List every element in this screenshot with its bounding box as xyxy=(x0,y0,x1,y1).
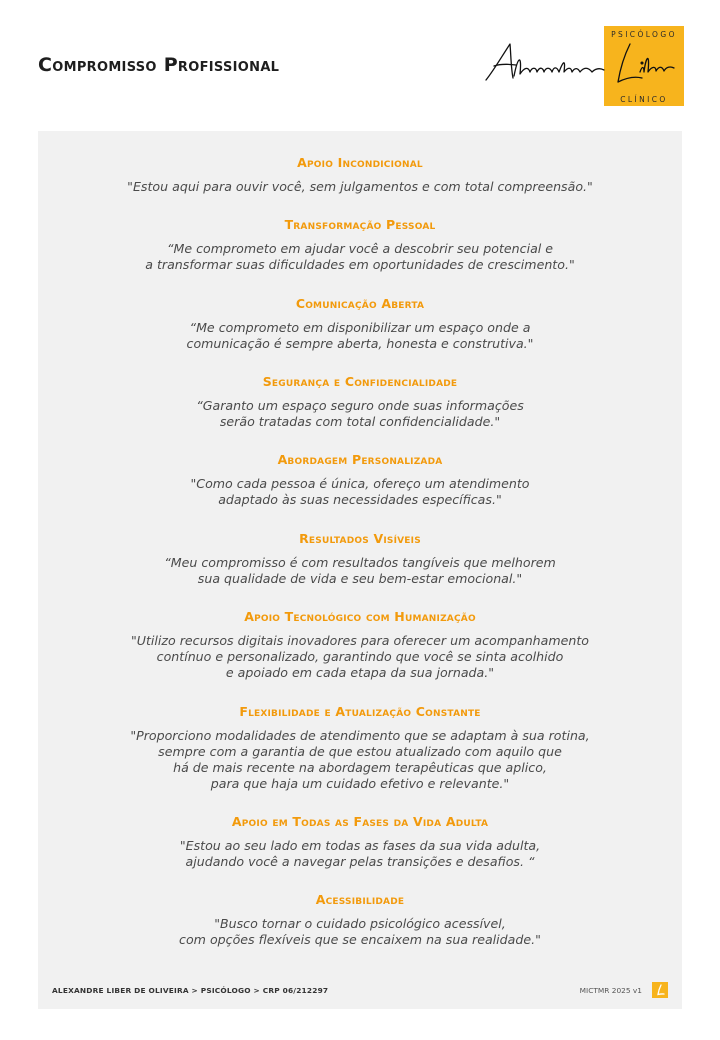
section-quote: "Estou aqui para ouvir você, sem julgamentos e com total compreensão." xyxy=(127,179,593,194)
section-heading: Flexibilidade e Atualização Constante xyxy=(239,704,481,719)
signature-icon xyxy=(480,26,685,108)
commitment-section xyxy=(38,892,682,948)
section-quote: "Utilizo recursos digitais inovadores para oferecer um acompanhamento contínuo e personalizado, garantindo que você se sinta acolhido e apoiado em cada etapa da sua jornada." xyxy=(130,633,590,680)
logo-bottom-text: CLÍNICO xyxy=(620,95,668,104)
section-quote: “Me comprometo em disponibilizar um espaço onde a comunicação é sempre aberta, honesta e construtiva." xyxy=(186,320,534,351)
footer-credentials: ALEXANDRE LIBER DE OLIVEIRA > PSICÓLOGO > CRP 06/212297 xyxy=(52,986,329,995)
commitment-card xyxy=(38,131,682,1009)
section-heading: Abordagem Personalizada xyxy=(277,452,443,467)
page-title: Compromisso Profissional xyxy=(38,54,280,76)
section-quote: "Proporciono modalidades de atendimento que se adaptam à sua rotina, sempre com a garantia de que estou atualizado com aquilo que há de mais recente na abordagem terapêuticas que aplico, para que haja um cuidado efetivo e relevante." xyxy=(130,728,590,791)
section-heading: Segurança e Confidencialidade xyxy=(262,374,458,389)
section-quote: "Busco tornar o cuidado psicológico acessível, com opções flexíveis que se encaixem na sua realidade." xyxy=(179,916,541,947)
commitment-section xyxy=(38,609,682,681)
commitment-section xyxy=(38,374,682,430)
brand-logo xyxy=(480,26,685,108)
section-heading: Comunicação Aberta xyxy=(295,296,425,311)
section-heading: Transformação Pessoal xyxy=(284,217,436,232)
section-quote: “Garanto um espaço seguro onde suas informações serão tratadas com total confidencialidade." xyxy=(196,398,524,429)
section-heading: Apoio Incondicional xyxy=(297,155,423,170)
section-quote: “Meu compromisso é com resultados tangíveis que melhorem sua qualidade de vida e seu bem-estar emocional." xyxy=(164,555,556,586)
commitment-section xyxy=(38,531,682,587)
commitment-section xyxy=(38,452,682,508)
section-heading: Acessibilidade xyxy=(315,892,405,907)
section-heading: Resultados Visíveis xyxy=(299,531,421,546)
footer-logo-icon xyxy=(652,982,668,998)
logo-top-text: PSICÓLOGO xyxy=(611,30,677,39)
section-quote: "Estou ao seu lado em todas as fases da sua vida adulta, ajudando você a navegar pelas transições e desafios. “ xyxy=(179,838,541,869)
commitment-section xyxy=(38,217,682,273)
footer-version: MICTMR 2025 v1 xyxy=(579,986,642,995)
section-quote: "Como cada pessoa é única, ofereço um atendimento adaptado às suas necessidades específicas." xyxy=(190,476,530,507)
commitment-section xyxy=(38,814,682,870)
section-heading: Apoio Tecnológico com Humanização xyxy=(244,609,476,624)
section-heading: Apoio em Todas as Fases da Vida Adulta xyxy=(231,814,489,829)
commitment-section xyxy=(38,704,682,792)
section-quote: “Me comprometo em ajudar você a descobrir seu potencial e a transformar suas dificuldades em oportunidades de crescimento." xyxy=(145,241,575,272)
commitment-section xyxy=(38,296,682,352)
commitment-section xyxy=(38,155,682,195)
